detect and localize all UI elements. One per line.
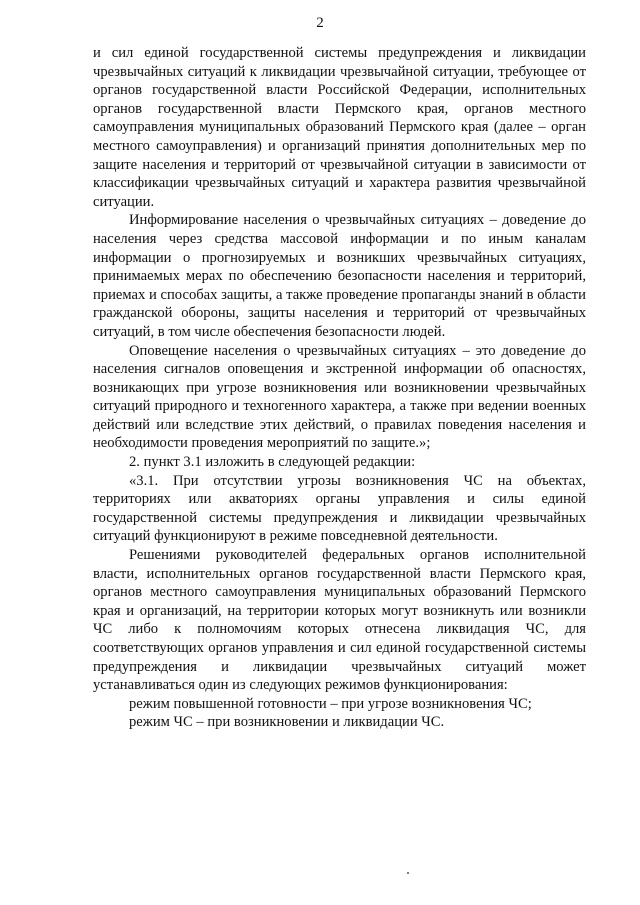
paragraph-informing-definition: Информирование населения о чрезвычайных ситуациях – доведение до населения через средства массовой информации и по иным каналам информации о прогнозируемых и возникших чрезвычайных ситуациях, принимаемых мерах по обеспечению безопасности населения и территорий, приемах и способах защиты, а также проведение пропаганды знаний в области гражданской обороны, защиты населения и территорий от чрезвычайных ситуаций, в том числе обеспечения безопасности людей. [93, 212, 586, 340]
document-body [93, 44, 586, 732]
paragraph-emergency-regime: режим ЧС – при возникновении и ликвидации ЧС. [129, 714, 445, 731]
paragraph-warning-definition: Оповещение населения о чрезвычайных ситуациях – это доведение до населения сигналов оповещения и экстренной информации об опасностях, возникающих при угрозе возникновения или возникновении чрезвычайных ситуаций природного и техногенного характера, а также при ведении военных действий или вследствие этих действий, о правилах поведения населения и необходимости проведения мероприятий по защите.»; [93, 342, 586, 452]
paragraph-clause-3-1: «3.1. При отсутствии угрозы возникновения ЧС на объектах, территориях или акваториях органы управления и силы единой государственной системы предупреждения и ликвидации чрезвычайных ситуаций функционируют в режиме повседневной деятельности. [93, 472, 586, 545]
paragraph-high-alert-regime: режим повышенной готовности – при угрозе возникновения ЧС; [129, 695, 532, 712]
paragraph-continuation: и сил единой государственной системы предупреждения и ликвидации чрезвычайных ситуаций к ликвидации чрезвычайной ситуации, требующее от органов государственной власти Российской Федерации, исполнительных органов государственной власти Пермского края, органов местного самоуправления муниципальных образований Пермского края (далее – орган местного самоуправления) и организаций принятия дополнительных мер по защите населения и территорий от чрезвычайной ситуации в зависимости от классификации чрезвычайных ситуаций и характера развития чрезвычайной ситуации. [93, 45, 586, 210]
page-number: 2 [316, 15, 324, 31]
scan-speck [407, 872, 409, 874]
paragraph-amendment-clause: 2. пункт 3.1 изложить в следующей редакции: [129, 454, 416, 471]
paragraph-regime-decisions: Решениями руководителей федеральных органов исполнительной власти, исполнительных органов государственной власти Пермского края, органов местного самоуправления муниципальных образований Пермского края и организаций, на территории которых могут возникнуть или возникли ЧС либо к полномочиям которых отнесена ликвидация ЧС, для соответствующих органов управления и сил единой государственной системы предупреждения и ликвидации чрезвычайных ситуаций может устанавливаться один из следующих режимов функционирования: [93, 547, 586, 694]
